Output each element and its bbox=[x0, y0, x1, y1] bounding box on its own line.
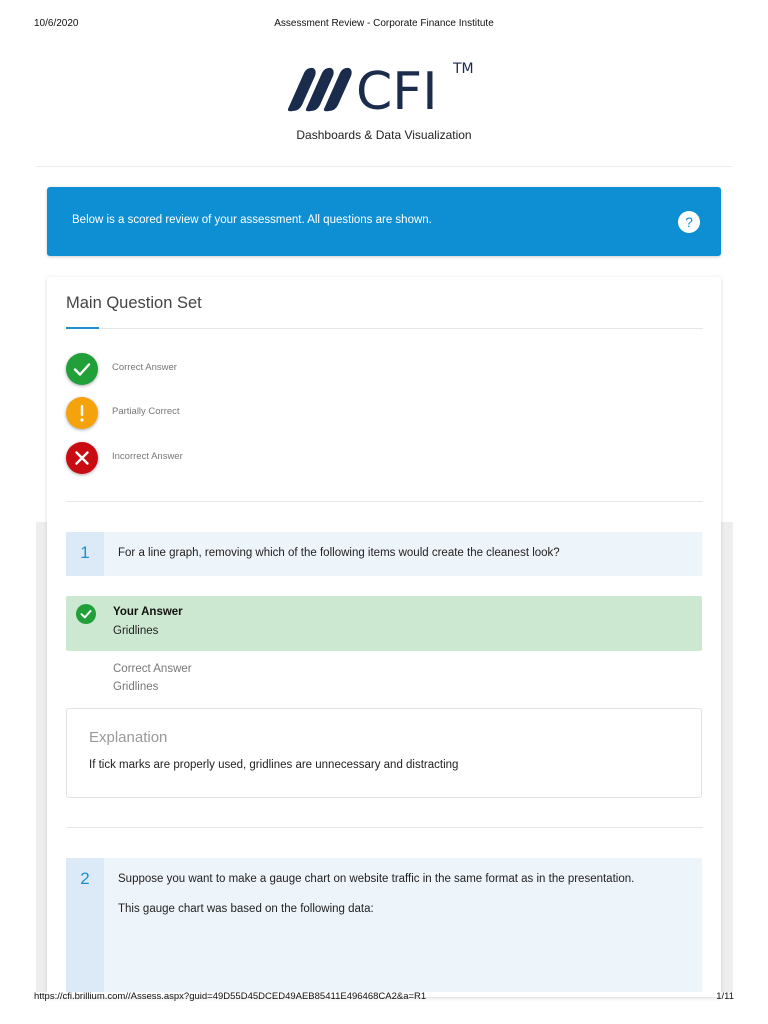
exclamation-icon bbox=[66, 397, 98, 429]
your-answer-panel bbox=[66, 596, 702, 651]
question-number: 2 bbox=[80, 869, 90, 888]
check-icon bbox=[66, 353, 98, 385]
cfi-logo-mark bbox=[284, 56, 484, 116]
title-accent bbox=[66, 327, 99, 329]
legend-label: Partially Correct bbox=[112, 406, 180, 417]
question-subtext: This gauge chart was based on the following data: bbox=[118, 903, 374, 915]
explanation-box bbox=[66, 708, 702, 798]
print-url: https://cfi.brillium.com//Assess.aspx?guid=49D55D45DCED49AEB85411E496468CA2&a=R1 bbox=[34, 991, 427, 1002]
legend-label: Correct Answer bbox=[112, 362, 177, 373]
question-set-title: Main Question Set bbox=[66, 294, 202, 312]
print-header bbox=[34, 18, 734, 32]
banner-message: Below is a scored review of your assessment. All questions are shown. bbox=[72, 214, 432, 226]
question-2 bbox=[66, 858, 702, 992]
question-1 bbox=[66, 532, 702, 576]
explanation-title: Explanation bbox=[89, 729, 168, 746]
divider bbox=[66, 501, 703, 502]
review-banner bbox=[47, 187, 721, 256]
question-text: Suppose you want to make a gauge chart on website traffic in the same format as in the presentation. bbox=[118, 873, 635, 885]
logo-text: CFI bbox=[356, 62, 438, 116]
explanation-text: If tick marks are properly used, gridlines are unnecessary and distracting bbox=[89, 759, 459, 771]
print-date: 10/6/2020 bbox=[34, 18, 79, 29]
divider bbox=[36, 166, 732, 167]
your-answer-value: Gridlines bbox=[113, 625, 159, 637]
print-title: Assessment Review - Corporate Finance Institute bbox=[274, 18, 494, 29]
course-subtitle: Dashboards & Data Visualization bbox=[296, 128, 472, 142]
question-text: For a line graph, removing which of the following items would create the cleanest look? bbox=[118, 547, 560, 559]
correct-answer-label: Correct Answer bbox=[113, 663, 192, 675]
check-icon bbox=[76, 604, 96, 624]
page-number: 1/11 bbox=[716, 991, 734, 1002]
question-number: 1 bbox=[80, 543, 90, 562]
logo-trademark: TM bbox=[453, 61, 474, 77]
question-set-card bbox=[47, 277, 721, 997]
legend-label: Incorrect Answer bbox=[112, 451, 183, 462]
your-answer-label: Your Answer bbox=[113, 606, 183, 618]
title-divider bbox=[66, 328, 703, 329]
divider bbox=[66, 827, 703, 828]
cfi-logo bbox=[0, 56, 768, 121]
x-icon bbox=[66, 442, 98, 474]
help-icon[interactable]: ? bbox=[678, 211, 700, 233]
correct-answer-value: Gridlines bbox=[113, 681, 159, 693]
